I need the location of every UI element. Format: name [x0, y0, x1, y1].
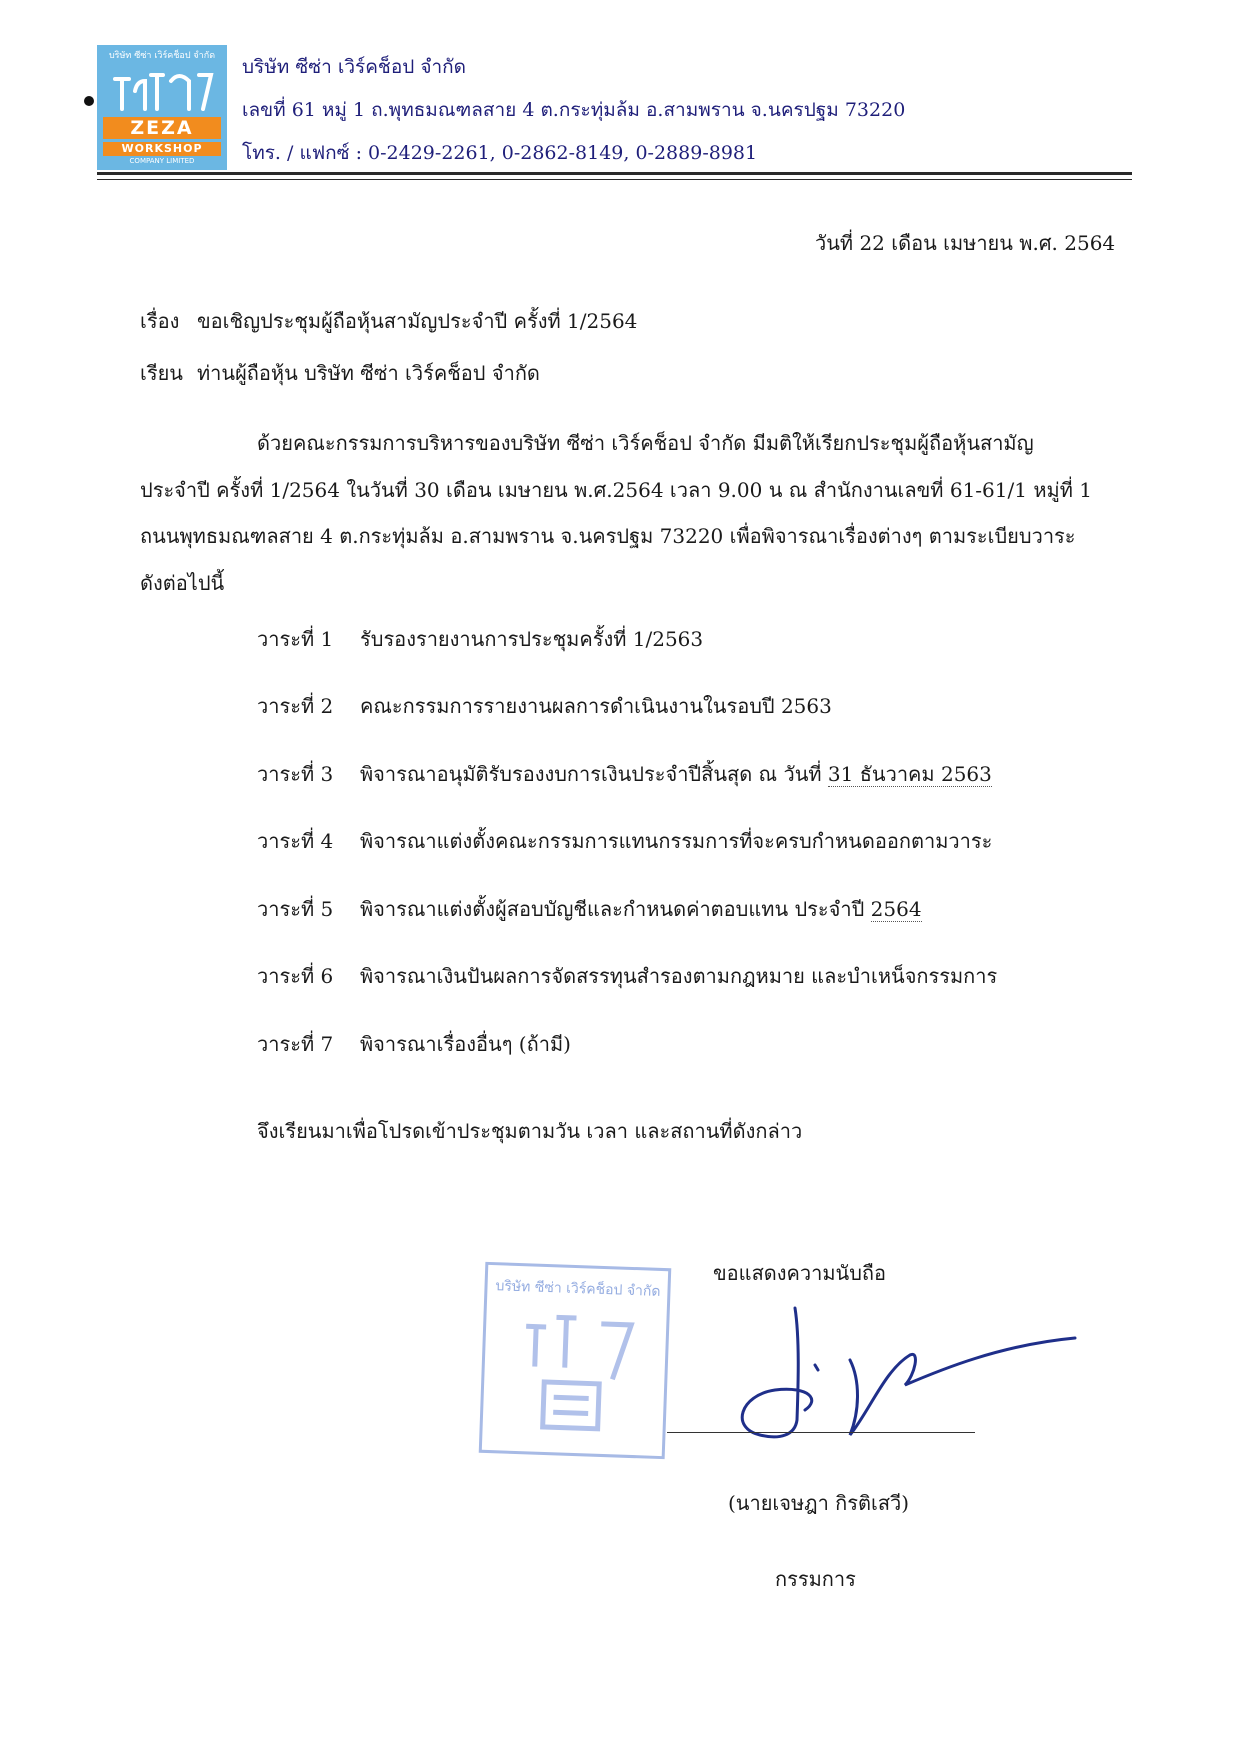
logo-sub2: COMPANY LIMITED: [129, 157, 195, 165]
company-address: เลขที่ 61 หมู่ 1 ถ.พุทธมณฑลสาย 4 ต.กระทุ่มล้ม อ.สามพราน จ.นครปฐม 73220: [242, 99, 906, 121]
agenda-text-2: คณะกรรมการรายงานผลการดำเนินงานในรอบปี 2563: [360, 694, 832, 718]
punch-mark: [84, 96, 94, 106]
subject-text: ขอเชิญประชุมผู้ถือหุ้นสามัญประจำปี ครั้งที่ 1/2564: [197, 309, 638, 333]
company-stamp: [479, 1262, 672, 1459]
agenda-label-7: วาระที่ 7: [257, 1032, 334, 1056]
agenda-label-5: วาระที่ 5: [257, 897, 334, 921]
regards-text: ขอแสดงความนับถือ: [713, 1261, 887, 1285]
company-logo: [97, 45, 227, 170]
stamp-logo-icon: [502, 1306, 646, 1441]
intro-line-3: ถนนพุทธมณฑลสาย 4 ต.กระทุ่มล้ม อ.สามพราน จ.นครปฐม 73220 เพื่อพิจารณาเรื่องต่างๆ ตามระเบียบวาระ: [140, 524, 1076, 548]
logo-sub: WORKSHOP: [103, 142, 221, 156]
company-name: บริษัท ซีซ่า เวิร์คช็อป จำกัด: [242, 56, 466, 78]
agenda-text-1: รับรองรายงานการประชุมครั้งที่ 1/2563: [360, 627, 704, 651]
agenda-item-3: [360, 758, 992, 790]
agenda-label-1: วาระที่ 1: [257, 627, 334, 651]
recipient-text: ท่านผู้ถือหุ้น บริษัท ซีซ่า เวิร์คช็อป จำกัด: [197, 361, 540, 385]
agenda-label-4: วาระที่ 4: [257, 829, 334, 853]
company-phone: โทร. / แฟกซ์ : 0-2429-2261, 0-2862-8149, 0-2889-8981: [242, 142, 758, 164]
agenda-text-7: พิจารณาเรื่องอื่นๆ (ถ้ามี): [360, 1032, 571, 1056]
agenda-text-6: พิจารณาเงินปันผลการจัดสรรทุนสำรองตามกฎหมาย และบำเหน็จกรรมการ: [360, 964, 998, 988]
signer-position: กรรมการ: [775, 1567, 856, 1591]
header-rule: [97, 172, 1132, 175]
stamp-text: บริษัท ซีซ่า เวิร์คช็อป จำกัด: [495, 1278, 661, 1300]
recipient-label: เรียน: [140, 361, 183, 385]
signer-name: (นายเจษฎา กิรติเสวี): [728, 1491, 910, 1515]
signature: [700, 1300, 1090, 1450]
logo-small-text: บริษัท ซีซ่า เวิร์คช็อป จำกัด: [108, 51, 216, 61]
intro-line-2: ประจำปี ครั้งที่ 1/2564 ในวันที่ 30 เดือน เมษายน พ.ศ.2564 เวลา 9.00 น ณ สำนักงานเลขที่ 61-61/1 หมู่ที่ 1: [140, 478, 1092, 502]
subject-label: เรื่อง: [140, 309, 180, 333]
letter-date: วันที่ 22 เดือน เมษายน พ.ศ. 2564: [815, 231, 1116, 255]
intro-line-4: ดังต่อไปนี้: [140, 571, 225, 595]
agenda-text-5: พิจารณาแต่งตั้งผู้สอบบัญชีและกำหนดค่าตอบแทน ประจำปี: [360, 897, 865, 921]
agenda-item-5: [360, 893, 922, 925]
logo-brand: ZEZA: [103, 117, 221, 139]
signature-line: [667, 1432, 975, 1433]
agenda-label-6: วาระที่ 6: [257, 964, 334, 988]
agenda-date-3: 31 ธันวาคม 2563: [827, 762, 992, 786]
intro-line-1: ด้วยคณะกรรมการบริหารของบริษัท ซีซ่า เวิร์คช็อป จำกัด มีมติให้เรียกประชุมผู้ถือหุ้นสามัญ: [257, 431, 1034, 455]
agenda-year-5: 2564: [870, 897, 922, 921]
closing-text: จึงเรียนมาเพื่อโปรดเข้าประชุมตามวัน เวลา และสถานที่ดังกล่าว: [257, 1119, 803, 1143]
agenda-text-3: พิจารณาอนุมัติรับรองงบการเงินประจำปีสิ้นสุด ณ วันที่: [360, 762, 822, 786]
agenda-text-4: พิจารณาแต่งตั้งคณะกรรมการแทนกรรมการที่จะครบกำหนดออกตามวาระ: [360, 829, 993, 853]
header-rule-thin: [97, 179, 1132, 180]
agenda-label-2: วาระที่ 2: [257, 694, 334, 718]
agenda-label-3: วาระที่ 3: [257, 762, 334, 786]
logo-tools-icon: [107, 61, 217, 113]
